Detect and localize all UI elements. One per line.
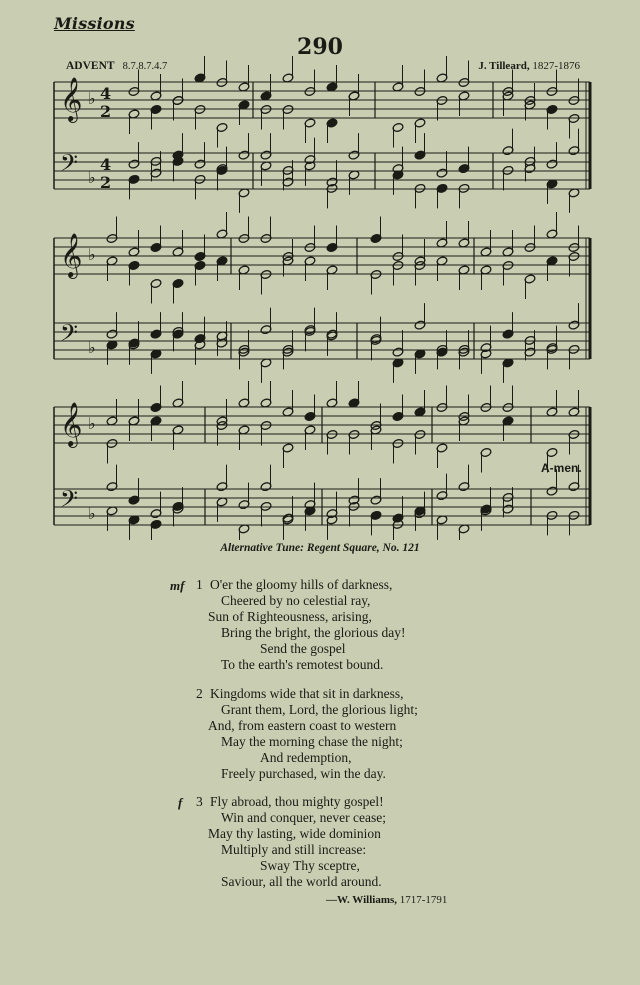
author-name: —W. Williams,: [326, 894, 398, 906]
verse-1-dynamic: mf: [170, 578, 185, 593]
section-title: Missions: [54, 14, 135, 33]
flat-sign-icon: ♭: [88, 168, 96, 187]
treble-clef-icon: 𝄞: [60, 233, 83, 277]
bass-clef-icon: 𝄢: [60, 149, 79, 182]
verse-3-dynamic: f: [178, 795, 183, 810]
time-signature: 4: [100, 155, 112, 174]
bass-clef-icon: 𝄢: [60, 319, 79, 352]
time-signature: 2: [100, 102, 112, 121]
flat-sign-icon: ♭: [88, 89, 96, 108]
verse-2-line-4: May the morning chase the night;: [221, 734, 403, 749]
time-signature: 4: [100, 84, 112, 103]
author-dates: 1717-1791: [399, 894, 448, 906]
verse-3-line-5: Sway Thy sceptre,: [260, 858, 360, 873]
composer-dates: 1827-1876: [532, 60, 580, 72]
flat-sign-icon: ♭: [88, 414, 96, 433]
verse-3-line-2: Win and conquer, never cease;: [221, 810, 386, 825]
hymn-number: 290: [297, 34, 343, 60]
flat-sign-icon: ♭: [88, 338, 96, 357]
verse-1-line-6: To the earth's remotest bound.: [221, 657, 384, 672]
amen-label: A-men.: [541, 461, 582, 475]
verse-1-number: 1: [196, 577, 203, 592]
verse-1-line-1: O'er the gloomy hills of darkness,: [210, 577, 393, 592]
treble-clef-icon: 𝄞: [60, 402, 83, 446]
verse-2-line-2: Grant them, Lord, the glorious light;: [221, 702, 418, 717]
bass-clef-icon: 𝄢: [60, 485, 79, 518]
verse-2-line-5: And redemption,: [260, 750, 352, 765]
composer: J. Tilleard, 1827-1876: [478, 60, 580, 72]
verse-1-line-3: Sun of Righteousness, arising,: [208, 609, 372, 624]
verse-2-line-6: Freely purchased, win the day.: [221, 766, 386, 781]
verse-2-number: 2: [196, 686, 203, 701]
verse-3-line-3: May thy lasting, wide dominion: [208, 826, 381, 841]
verse-1-line-4: Bring the bright, the glorious day!: [221, 625, 406, 640]
time-signature: 2: [100, 173, 112, 192]
flat-sign-icon: ♭: [88, 245, 96, 264]
tune-meter: 8.7.8.7.4.7: [122, 61, 168, 72]
verse-1-line-2: Cheered by no celestial ray,: [221, 593, 371, 608]
author-credit: [326, 894, 447, 906]
verse-2-line-1: Kingdoms wide that sit in darkness,: [210, 686, 404, 701]
tune-name: ADVENT: [66, 60, 115, 72]
verse-3-line-6: Saviour, all the world around.: [221, 874, 382, 889]
verse-3-number: 3: [196, 794, 203, 809]
verse-3-line-4: Multiply and still increase:: [221, 842, 367, 857]
verse-2-line-3: And, from eastern coast to western: [208, 718, 397, 733]
alternative-tune: Alternative Tune: Regent Square, No. 121: [220, 542, 420, 554]
verse-3-line-1: Fly abroad, thou mighty gospel!: [210, 794, 384, 809]
composer-name: J. Tilleard: [478, 60, 527, 72]
verse-1-line-5: Send the gospel: [260, 641, 346, 656]
flat-sign-icon: ♭: [88, 504, 96, 523]
treble-clef-icon: 𝄞: [60, 77, 83, 121]
